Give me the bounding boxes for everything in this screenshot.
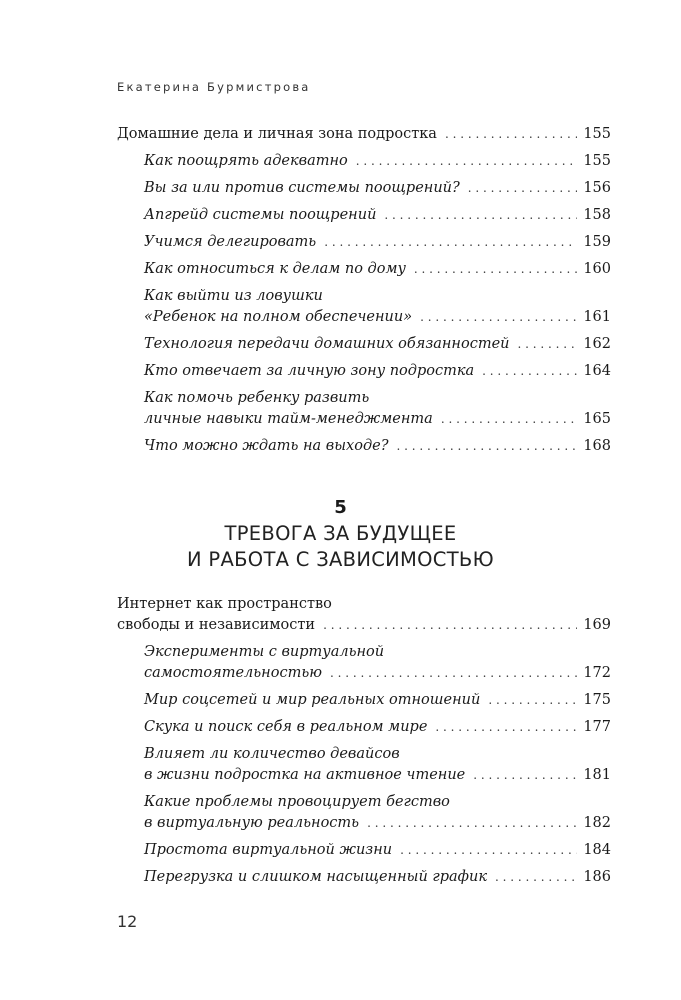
dot-leader (414, 259, 577, 280)
toc-entry-line (144, 840, 611, 861)
toc-entry-line (144, 409, 611, 430)
toc-entry (117, 124, 611, 145)
toc-entry-title: Апгрейд системы поощрений (144, 207, 377, 223)
running-head: Екатерина Бурмистрова (117, 80, 311, 94)
dot-leader (356, 151, 578, 172)
chapter-number: 5 (334, 497, 347, 518)
toc-entry (117, 594, 611, 636)
toc-entry-title: Мир соцсетей и мир реальных отношений (144, 692, 481, 708)
dot-leader (495, 867, 577, 888)
toc-entry (117, 388, 611, 430)
toc-entry-title: Какие проблемы провоцирует бегство (144, 794, 450, 810)
chapter-title-line-1: ТРЕВОГА ЗА БУДУЩЕЕ (224, 522, 457, 545)
toc-page-number: 164 (583, 363, 611, 379)
toc-entry-line (144, 436, 611, 457)
toc-entry-line (144, 690, 611, 711)
toc-entry (117, 436, 611, 457)
toc-entry-title: Скука и поиск себя в реальном мире (144, 719, 428, 735)
dot-leader (488, 690, 577, 711)
toc-entry (117, 205, 611, 226)
toc-page-number: 181 (583, 767, 611, 783)
toc-entry (117, 867, 611, 888)
toc-entry-title: Что можно ждать на выходе? (144, 438, 389, 454)
toc-entry-line (144, 259, 611, 280)
toc-entry-line (144, 867, 611, 888)
toc-entry (117, 840, 611, 861)
toc-page-number: 159 (583, 234, 611, 250)
toc-entry-title: Влияет ли количество девайсов (144, 746, 400, 762)
toc-entry-line (117, 615, 611, 636)
dot-leader (367, 813, 577, 834)
toc-entry (117, 178, 611, 199)
toc-entry (117, 232, 611, 253)
toc-entry-title: «Ребенок на полном обеспечении» (144, 309, 413, 325)
toc-entry-line (144, 792, 611, 813)
dot-leader (441, 409, 578, 430)
toc-section-bottom (117, 594, 611, 888)
dot-leader (330, 663, 577, 684)
toc-entry-line (144, 744, 611, 765)
dot-leader (435, 717, 577, 738)
toc-page-number: 172 (583, 665, 611, 681)
toc-entry-line (144, 205, 611, 226)
toc-entry-title: Домашние дела и личная зона подростка (117, 126, 437, 142)
toc-entry-title: личные навыки тайм-менеджмента (144, 411, 433, 427)
toc-entry-line (144, 663, 611, 684)
toc-page-number: 162 (583, 336, 611, 352)
toc-entry (117, 744, 611, 786)
toc-page-number: 169 (583, 617, 611, 633)
dot-leader (420, 307, 577, 328)
toc-entry-title: Простота виртуальной жизни (144, 842, 393, 858)
toc-entry-title: Технология передачи домашних обязанностей (144, 336, 510, 352)
toc-entry-title: Вы за или против системы поощрений? (144, 180, 460, 196)
toc-entry-line (144, 717, 611, 738)
toc-entry-line (144, 813, 611, 834)
toc-entry-title: в виртуальную реальность (144, 815, 360, 831)
toc-entry (117, 361, 611, 382)
toc-page-number: 155 (583, 153, 611, 169)
dot-leader (468, 178, 578, 199)
toc-page-number: 155 (583, 126, 611, 142)
toc-entry (117, 792, 611, 834)
toc-page-number: 182 (583, 815, 611, 831)
toc-entry-title: свободы и независимости (117, 617, 316, 633)
toc-page-number: 161 (583, 309, 611, 325)
page-number: 12 (117, 912, 138, 931)
toc-section-top (117, 124, 611, 457)
dot-leader (445, 124, 577, 145)
toc-entry-line (144, 151, 611, 172)
toc-entry-title: Эксперименты с виртуальной (144, 644, 385, 660)
toc-page-number: 186 (583, 869, 611, 885)
toc-entry-line (144, 765, 611, 786)
toc-entry (117, 690, 611, 711)
toc-entry-title: Учимся делегировать (144, 234, 317, 250)
toc-entry-title: Как поощрять адекватно (144, 153, 348, 169)
toc-entry-line (144, 642, 611, 663)
toc-entry-title: Как помочь ребенку развить (144, 390, 370, 406)
toc-page-number: 184 (583, 842, 611, 858)
toc-entry-title: Как относиться к делам по дому (144, 261, 406, 277)
toc-page-number: 168 (583, 438, 611, 454)
toc-page-number: 175 (583, 692, 611, 708)
toc-entry-line (144, 232, 611, 253)
toc-entry (117, 259, 611, 280)
toc-entry-line (144, 361, 611, 382)
toc-page-number: 165 (583, 411, 611, 427)
toc-entry-line (117, 124, 611, 145)
toc-entry (117, 642, 611, 684)
chapter-title-line-2: И РАБОТА С ЗАВИСИМОСТЬЮ (187, 548, 494, 571)
toc-entry-title: Кто отвечает за личную зону подростка (144, 363, 475, 379)
toc-entry-title: Интернет как пространство (117, 596, 332, 612)
dot-leader (323, 615, 577, 636)
dot-leader (397, 436, 578, 457)
toc-page-number: 158 (583, 207, 611, 223)
toc-entry-line (144, 178, 611, 199)
chapter-title (0, 521, 681, 573)
toc-entry (117, 334, 611, 355)
toc-entry (117, 717, 611, 738)
dot-leader (518, 334, 578, 355)
toc-entry-line (144, 286, 611, 307)
toc-page-number: 160 (583, 261, 611, 277)
toc-entry (117, 286, 611, 328)
toc-entry (117, 151, 611, 172)
dot-leader (324, 232, 577, 253)
toc-entry-line (144, 334, 611, 355)
dot-leader (482, 361, 577, 382)
toc-page-number: 177 (583, 719, 611, 735)
toc-page-number: 156 (583, 180, 611, 196)
dot-leader (384, 205, 577, 226)
toc-entry-line (144, 307, 611, 328)
dot-leader (473, 765, 577, 786)
toc-entry-line (144, 388, 611, 409)
toc-entry-title: самостоятельностью (144, 665, 322, 681)
toc-entry-title: в жизни подростка на активное чтение (144, 767, 466, 783)
dot-leader (400, 840, 577, 861)
toc-entry-title: Перегрузка и слишком насыщенный график (144, 869, 488, 885)
toc-entry-line (117, 594, 611, 615)
toc-entry-title: Как выйти из ловушки (144, 288, 323, 304)
